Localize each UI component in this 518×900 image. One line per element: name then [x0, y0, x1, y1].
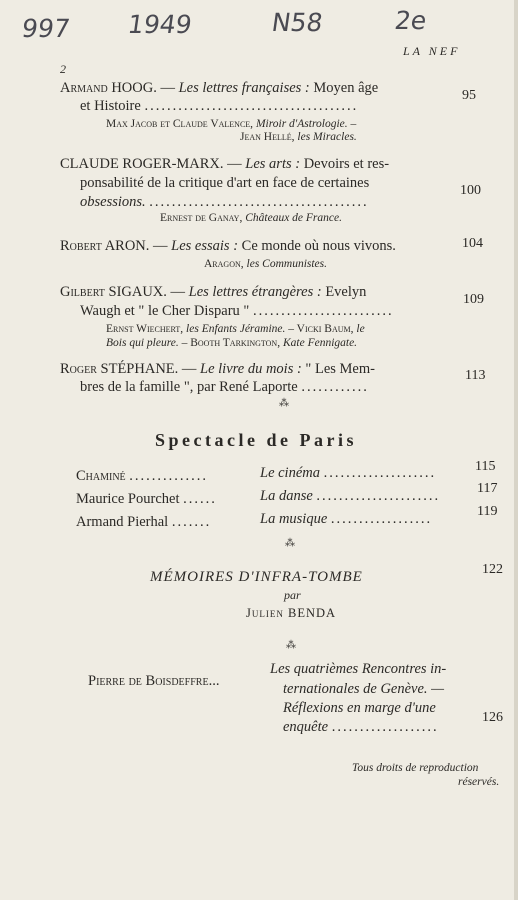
asterism-ornament: ⁂	[285, 538, 295, 549]
leader-dots: .......	[171, 514, 212, 530]
page-ref: 117	[477, 481, 498, 496]
reviewed-title: Miroir d'Astrologie. –	[255, 118, 357, 130]
section-name: Les lettres étrangères :	[188, 284, 322, 300]
author-last-name: HOOG.	[111, 80, 157, 96]
page-ref: 119	[477, 504, 498, 519]
topic-line: Moyen âge	[313, 80, 379, 96]
rights-notice-line: Tous droits de reproduction	[352, 762, 479, 774]
article-title-line: Les quatrièmes Rencontres in-	[270, 661, 447, 677]
author-last-name: SIGAUX.	[108, 284, 167, 300]
feature-author: Julien BENDA	[246, 606, 337, 620]
leader-dots: ......	[183, 491, 217, 507]
topic-line: ponsabilité de la critique d'art en face de certaines	[80, 175, 370, 191]
article-title-line: Réflexions en marge d'une	[283, 700, 436, 716]
author-name: CLAUDE ROGER-MARX.	[60, 156, 224, 172]
by-label: par	[284, 588, 301, 602]
topic-line: Evelyn	[325, 284, 367, 300]
leader-dots: .......................................	[149, 194, 369, 210]
leader-dots: ......................................	[144, 98, 359, 114]
leader-dots: ..............	[129, 468, 209, 484]
section-name: Le livre du mois :	[200, 361, 302, 377]
column-topic: La danse	[260, 488, 313, 504]
page-number: 2	[60, 62, 66, 76]
leader-dots: ...	[208, 673, 220, 689]
dash: —	[227, 156, 242, 172]
author-last-name: ARON.	[104, 238, 150, 254]
article-title-line: ternationales de Genève. —	[283, 681, 445, 697]
topic-line: bres de la famille ", par René Laporte	[80, 379, 298, 395]
section-name: Les essais :	[171, 238, 239, 254]
topic-line: obsessions.	[80, 194, 146, 210]
handwritten-note-volume: 2e	[392, 6, 429, 35]
page-ref: 122	[482, 562, 503, 577]
author-first-name: Robert	[60, 238, 102, 254]
handwritten-note-number: 997	[19, 14, 72, 43]
journal-title: LA NEF	[403, 44, 461, 58]
page-ref: 113	[465, 368, 486, 383]
dash: —	[153, 238, 168, 254]
reviewed-author: – Booth Tarkington,	[181, 337, 281, 349]
leader-dots: ......................	[316, 488, 441, 504]
author-last-name: STÉPHANE.	[100, 361, 179, 377]
reviewed-author: Ernest de Ganay,	[160, 212, 243, 224]
section-name: Les arts :	[245, 156, 301, 172]
section-heading: Spectacle de Paris	[155, 430, 357, 450]
contributor-name: Maurice Pourchet	[76, 491, 180, 507]
leader-dots: ...................	[331, 719, 439, 735]
leader-dots: .........................	[252, 303, 394, 319]
contributor-name: Armand Pierhal	[76, 514, 169, 530]
page-ref: 95	[462, 88, 476, 103]
leader-dots: ....................	[323, 465, 437, 481]
author-first-name: Armand	[60, 80, 108, 96]
reviewed-title: Kate Fennigate.	[282, 337, 358, 349]
page-edge	[514, 0, 518, 900]
leader-dots: ..................	[330, 511, 433, 527]
page-ref: 109	[463, 292, 484, 307]
page-ref: 104	[462, 236, 483, 251]
page-ref: 126	[482, 710, 503, 725]
reviewed-title: les Communistes.	[246, 258, 328, 270]
handwritten-note-year: 1949	[125, 10, 194, 39]
page-ref: 115	[475, 459, 496, 474]
reviewed-author: – Vicki Baum,	[288, 323, 354, 335]
contributor-name: Chaminé	[76, 468, 126, 484]
reviewed-author: Max Jacob et Claude Valence,	[106, 118, 254, 130]
reviewed-title: les Miracles.	[297, 131, 357, 143]
dash: —	[170, 284, 186, 300]
dash: —	[181, 361, 197, 377]
author-first-name: Roger	[60, 361, 97, 377]
author-first-name: Gilbert	[60, 284, 105, 300]
rights-notice-line: réservés.	[458, 776, 500, 788]
author-name: Pierre de Boisdeffre	[88, 673, 209, 689]
topic-line: Devoirs et res-	[303, 156, 390, 172]
handwritten-note-issue: N58	[269, 8, 325, 37]
feature-title: MÉMOIRES D'INFRA-TOMBE	[150, 569, 363, 585]
reviewed-title: les Enfants Jéramine.	[186, 323, 286, 335]
reviewed-author: Ernst Wiechert,	[106, 323, 184, 335]
asterism-ornament: ⁂	[279, 398, 289, 409]
page-ref: 100	[460, 183, 481, 198]
reviewed-author: Aragon,	[204, 258, 244, 270]
column-topic: La musique	[260, 511, 328, 527]
asterism-ornament: ⁂	[286, 640, 296, 651]
topic-line: et Histoire	[80, 98, 141, 114]
leader-dots: ............	[301, 379, 369, 395]
reviewed-title: Châteaux de France.	[245, 212, 342, 224]
article-title-line: enquête	[283, 719, 329, 735]
section-name: Les lettres françaises :	[178, 80, 310, 96]
dash: —	[160, 80, 175, 96]
topic-line: " Les Mem-	[305, 361, 375, 377]
topic-line: Ce monde où nous vivons.	[241, 238, 396, 254]
topic-line: Waugh et " le Cher Disparu "	[80, 303, 250, 319]
reviewed-author: Jean Hellé,	[240, 131, 295, 143]
reviewed-title: le	[356, 323, 365, 335]
column-topic: Le cinéma	[260, 465, 320, 481]
reviewed-title: Bois qui pleure.	[106, 337, 179, 349]
